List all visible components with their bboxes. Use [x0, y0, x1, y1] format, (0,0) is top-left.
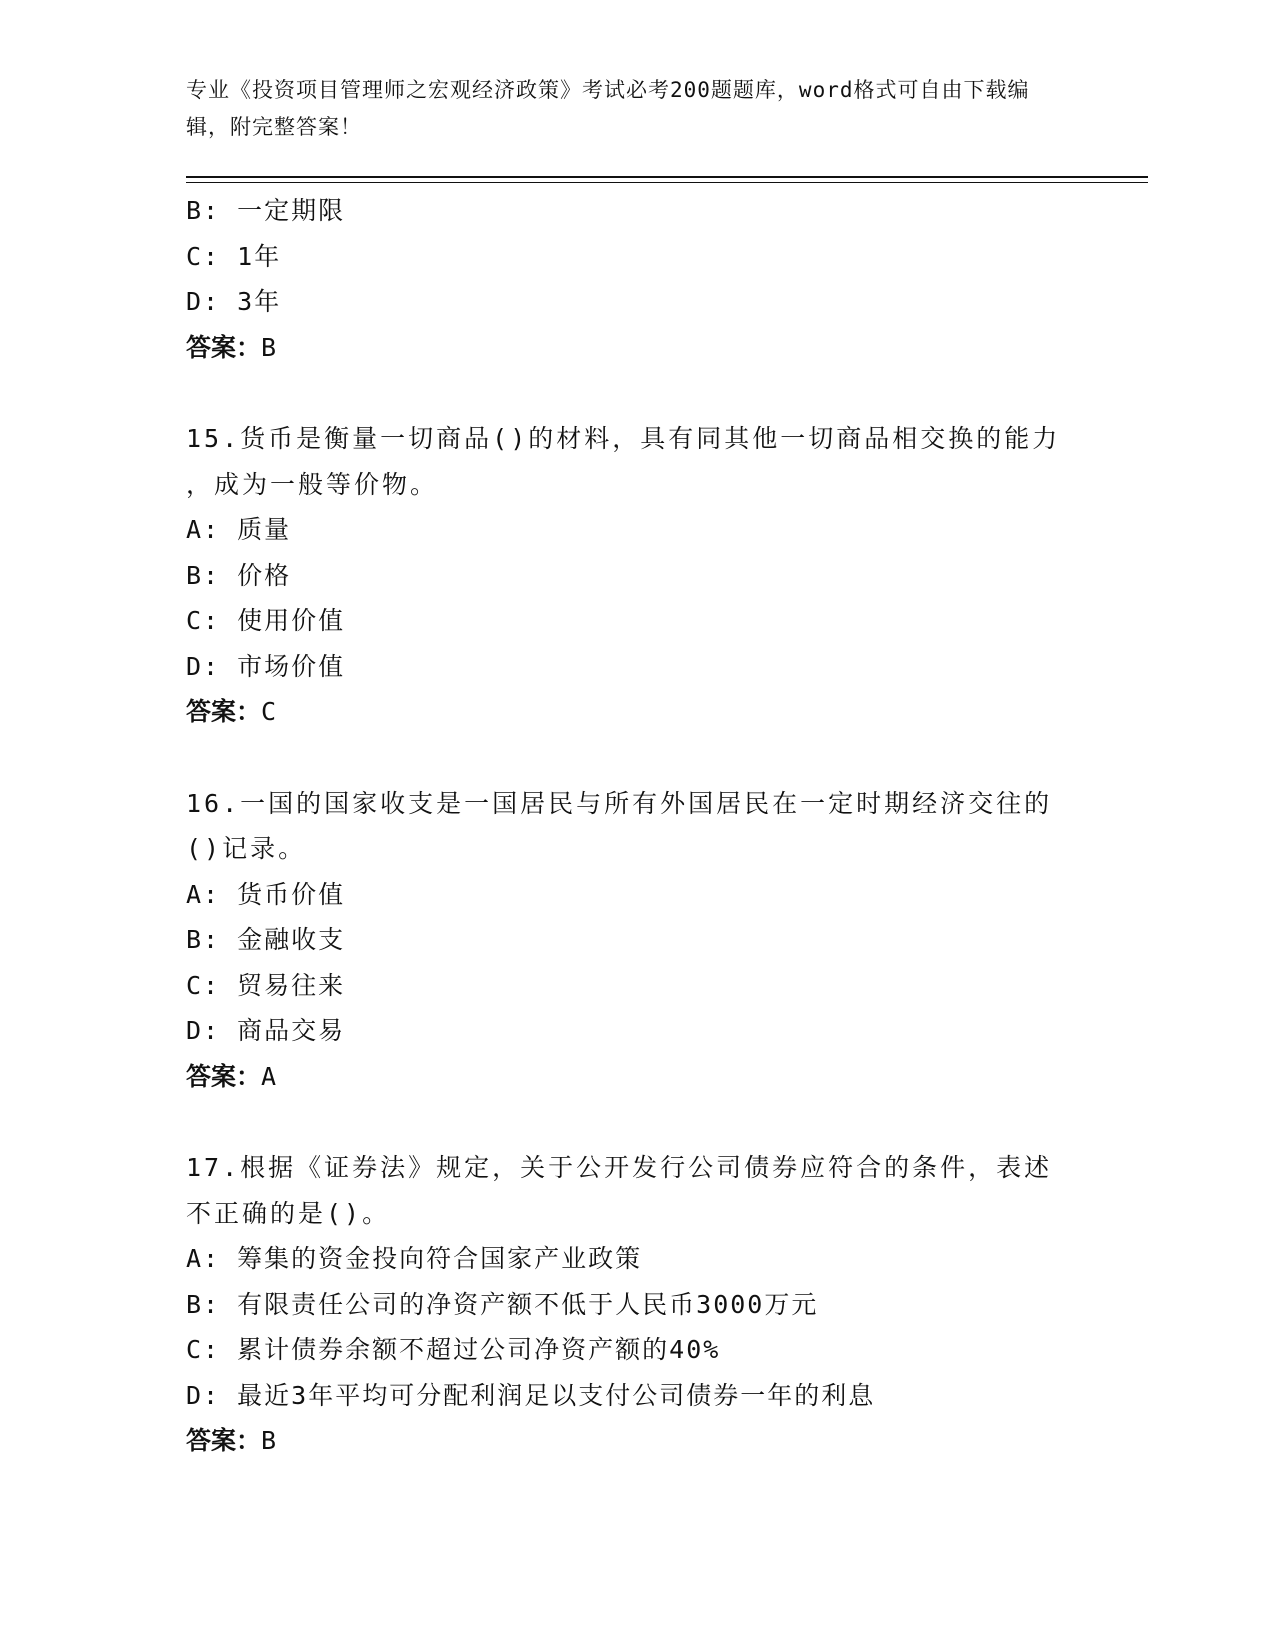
- answer-label: 答案：: [186, 697, 262, 726]
- option-d: D: 最近3年平均可分配利润足以支付公司债券一年的利息: [186, 1380, 876, 1410]
- question-list: [186, 188, 1086, 1464]
- option-d: D: 商品交易: [186, 1016, 346, 1045]
- option-a: A: 筹集的资金投向符合国家产业政策: [186, 1244, 643, 1273]
- option-a: A: 货币价值: [186, 879, 346, 909]
- option-a: A: 质量: [186, 515, 292, 544]
- answer-label: 答案：: [186, 1061, 262, 1091]
- answer-line: [186, 1418, 1086, 1464]
- answer-value: A: [261, 1061, 277, 1091]
- option-c: C: 贸易往来: [186, 970, 346, 1000]
- question-17: [186, 1145, 1086, 1464]
- option-b: B: 一定期限: [186, 196, 346, 225]
- header-text: 专业《投资项目管理师之宏观经济政策》考试必考200题题库，word格式可自由下载编辑，附完整答案！: [186, 78, 1030, 139]
- answer-value: B: [261, 1426, 277, 1455]
- question-stem-line-1: 16.一国的国家收支是一国居民与所有外国居民在一定时期经济交往的: [186, 788, 1053, 818]
- answer-line: [186, 689, 1086, 735]
- header-divider-thin: [186, 182, 1148, 183]
- document-header: [186, 72, 1066, 146]
- question-16: [186, 781, 1086, 1100]
- question-stem-line-2: ，成为一般等价物。: [186, 469, 439, 499]
- option-c: C: 使用价值: [186, 606, 346, 635]
- carryover-question: [186, 188, 1086, 370]
- question-15: [186, 416, 1086, 735]
- answer-value: B: [261, 332, 277, 362]
- answer-label: 答案：: [186, 332, 262, 362]
- option-c: C: 1年: [186, 241, 282, 271]
- answer-label: 答案：: [186, 1426, 262, 1455]
- option-d: D: 市场价值: [186, 651, 346, 681]
- option-b: B: 价格: [186, 560, 292, 590]
- answer-value: C: [261, 697, 277, 726]
- answer-line: [186, 1054, 1086, 1100]
- option-c: C: 累计债券余额不超过公司净资产额的40%: [186, 1335, 721, 1364]
- option-b: B: 金融收支: [186, 925, 346, 954]
- question-stem-line-1: 15.货币是衡量一切商品()的材料，具有同其他一切商品相交换的能力: [186, 424, 1061, 453]
- question-stem-line-2: 不正确的是()。: [186, 1198, 391, 1228]
- question-stem-line-2: ()记录。: [186, 834, 307, 863]
- answer-line: [186, 325, 1086, 371]
- header-divider-thick: [186, 176, 1148, 178]
- option-d: D: 3年: [186, 287, 282, 316]
- option-b: B: 有限责任公司的净资产额不低于人民币3000万元: [186, 1289, 819, 1319]
- question-stem-line-1: 17.根据《证券法》规定，关于公开发行公司债券应符合的条件，表述: [186, 1153, 1053, 1182]
